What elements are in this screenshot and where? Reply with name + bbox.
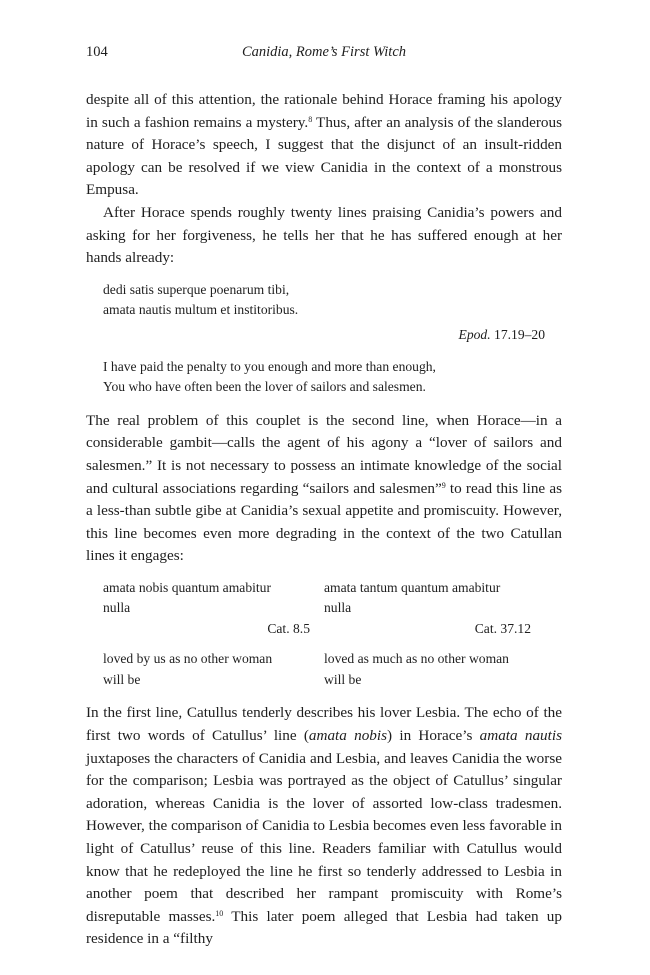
paragraph-1 <box>86 89 562 202</box>
quote-line: amata tantum quantum amabitur <box>324 579 501 595</box>
quote-citation: Cat. 37.12 <box>474 620 531 636</box>
footnote-ref-9[interactable]: 9 <box>441 480 446 490</box>
translation-epode <box>103 357 562 398</box>
paragraph-4-text: ) in Horace’s <box>387 727 480 744</box>
footnote-ref-10[interactable]: 10 <box>215 908 224 918</box>
paragraph-4 <box>86 702 562 951</box>
italic-phrase: amata nobis <box>308 727 388 744</box>
page-body <box>86 89 562 951</box>
paragraph-3-text-cont: to read this line as a less-than subtle gibe at Canidia’s sexual appetite and promiscuity. However, this line becomes even more degrading in the context of the two Catullan lines it engages: <box>86 479 562 565</box>
paragraph-4-text: juxtaposes the characters of Canidia and Lesbia, and leaves Canidia the worse for the comparison; Lesbia was portrayed as the object of Catullus’ singular adoration, whereas Canidia is the lover of assorted low-class tradesmen. However, the comparison of Canidia to Lesbia becomes even less favorable in light of Catullus’ reuse of this line. Readers familiar with Catullus would know that he redeployed the line he first so tenderly addressed to Lesbia in another poem that described her rampant promiscuity with Rome’s disreputable masses. <box>86 749 562 925</box>
quote-line: amata nautis multum et institoribus. <box>103 302 299 318</box>
page-header <box>86 44 562 66</box>
running-head: Canidia, Rome’s First Witch <box>241 44 407 60</box>
quote-line: amata nobis quantum amabitur <box>103 579 271 595</box>
translation-line: I have paid the penalty to you enough and more than enough, <box>103 358 436 374</box>
paragraph-2: After Horace spends roughly twenty lines praising Canidia’s powers and asking for her forgiveness, he tells her that he has suffered enough at her hands already: <box>86 203 562 267</box>
paragraph-3 <box>86 410 562 568</box>
paragraph-1-text: despite all of this attention, the rationale behind Horace framing his apology in such a fashion remains a mystery. <box>86 91 562 131</box>
citation-work: Epod. <box>458 326 491 342</box>
catullus-parallel-quotes <box>103 578 545 640</box>
paragraph-3-text: The real problem of this couplet is the second line, when Horace—in a considerable gambit—calls the agent of his agony a “lover of sailors and salesmen.” It is not necessary to possess an intimate knowledge of the social and cultural associations regarding “sailors and salesmen” <box>86 411 562 497</box>
quote-line: nulla <box>324 600 352 616</box>
catullus-8-translation <box>103 649 324 690</box>
footnote-ref-8[interactable]: 8 <box>308 114 313 124</box>
translation-line: will be <box>103 671 141 687</box>
quote-citation: Cat. 8.5 <box>267 620 310 636</box>
quote-citation <box>86 325 545 345</box>
quote-line: dedi satis superque poenarum tibi, <box>103 281 290 297</box>
quote-line: nulla <box>103 600 131 616</box>
catullus-37-translation <box>324 649 545 690</box>
translation-line: will be <box>324 671 362 687</box>
catullus-parallel-translations <box>103 649 545 690</box>
translation-line: loved by us as no other woman <box>103 651 273 667</box>
paragraph-4-text: This later poem alleged that Lesbia had taken up residence in a “filthy <box>86 907 562 948</box>
catullus-8-quote <box>103 578 324 640</box>
paragraph-4-text: In the first line, Catullus tenderly describes his lover Lesbia. The echo of the first two words of Catullus’ line ( <box>86 704 562 744</box>
page-number: 104 <box>86 44 108 60</box>
latin-quote-epode <box>103 280 562 321</box>
translation-line: loved as much as no other woman <box>324 651 509 667</box>
paragraph-1-text-cont: Thus, after an analysis of the slanderous nature of Horace’s speech, I suggest that the disjunct of an insult-ridden apology can be resolved if we view Canidia in the context of a monstrous Empusa. <box>86 113 562 199</box>
translation-line: You who have often been the lover of sailors and salesmen. <box>103 379 426 395</box>
citation-ref: 17.19–20 <box>490 326 545 342</box>
italic-phrase: amata nautis <box>479 727 562 744</box>
catullus-37-quote <box>324 578 545 640</box>
